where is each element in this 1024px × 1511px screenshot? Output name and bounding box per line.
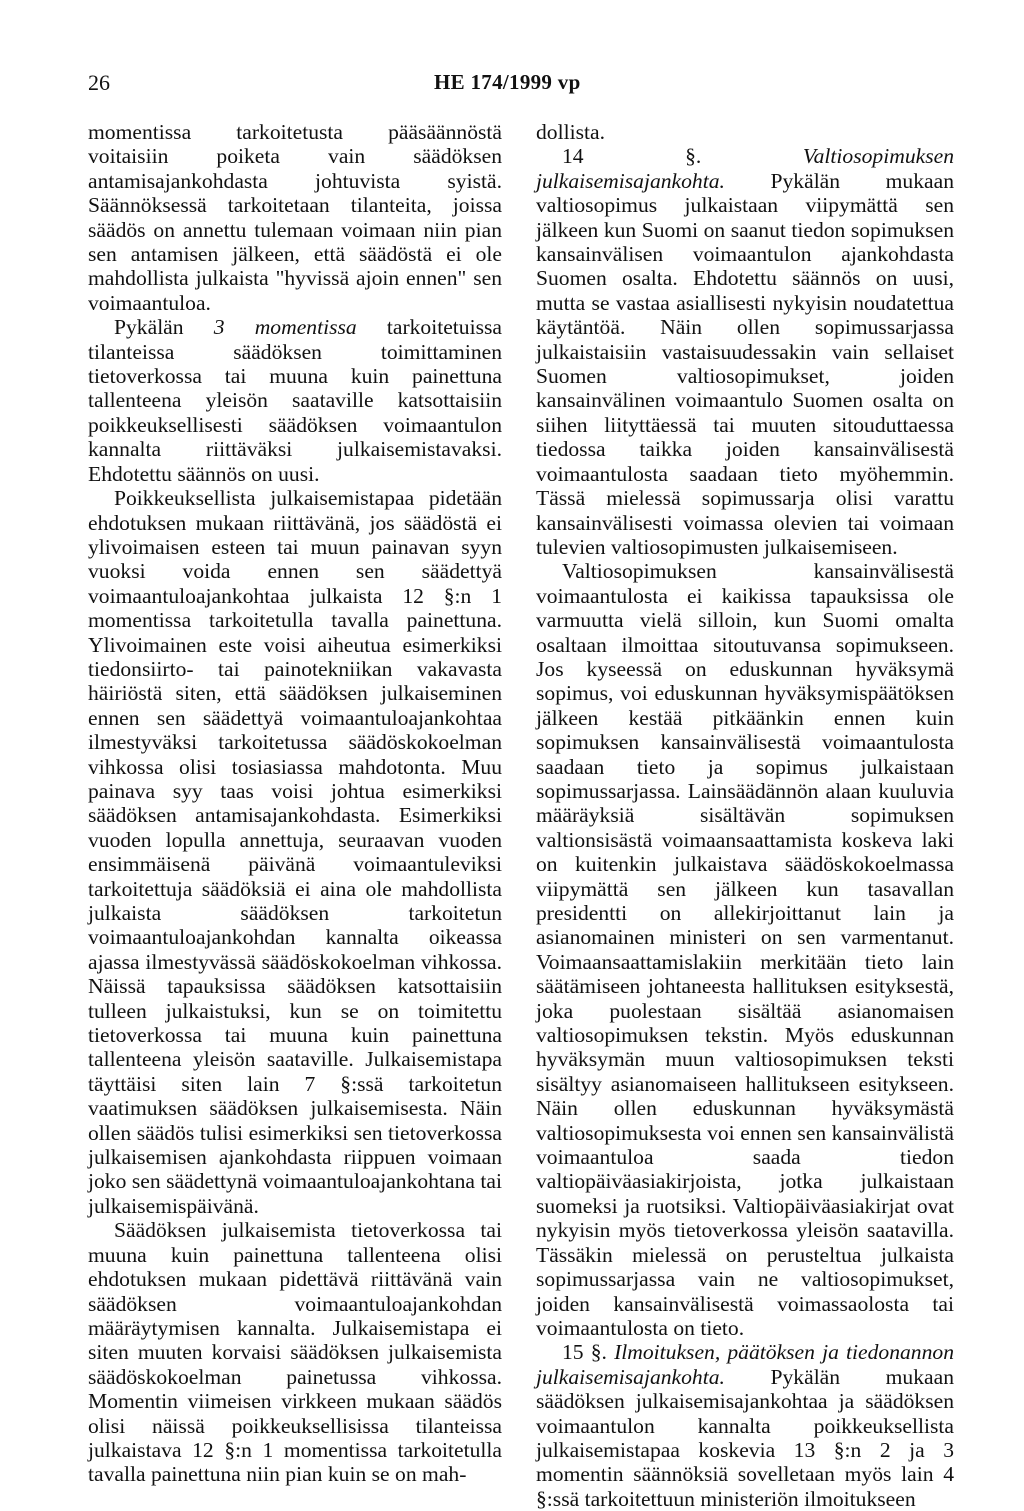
section-heading: Valtiosopimuksen julkaisemisajankohta. <box>536 144 954 193</box>
text-run: Pykälän mukaan säädöksen julkaisemisajankohtaa ja säädöksen voimaantulon kannalta poikkeuksellista julkaisemistapaa koskevia 13 §:n 2 ja 3 momentin säännöksiä sovelletaan myös lain 4 §:ssä tarkoitettuun ministeriön ilmoitukseen <box>536 1364 954 1511</box>
section-number: 15 §. <box>562 1340 615 1365</box>
paragraph: Säädöksen julkaisemista tietoverkossa tai muuna kuin painettuna tallenteena olisi ehdotuksen mukaan pidettävä riittävänä vain säädöksen voimaantuloajankohdan määräytymisen kannalta. Julkaisemistapa ei siten muuten korvaisi säädöksen julkaisemista säädöskokoelman painetussa vihkossa. Momentin viimeisen virkkeen mukaan säädös olisi näissä poikkeuksellisissa tilanteissa julkaistava 12 §:n 1 momentissa tarkoitetulla tavalla painettuna niin pian kuin se on mah- <box>88 1218 502 1487</box>
paragraph <box>88 315 502 486</box>
text-run: tarkoitetuissa tilanteissa säädöksen toimittaminen tietoverkossa tai muuna kuin painettuna tallenteena yleisön saataville katsottaisiin poikkeuksellisesti säädöksen voimaantulon kannalta riittäväksi julkaisemistavaksi. Ehdotettu säännös on uusi. <box>88 315 502 486</box>
section-paragraph <box>536 144 954 559</box>
document-id: HE 174/1999 vp <box>434 70 581 94</box>
section-heading: Ilmoituksen, päätöksen ja tiedonannon julkaisemisajankohta. <box>536 1340 954 1389</box>
italic-term: 3 momentissa <box>213 315 357 340</box>
paragraph: momentissa tarkoitetusta pääsäännöstä voitaisiin poiketa vain säädöksen antamisajankohdasta johtuvista syistä. Säännöksessä tarkoitetaan tilanteita, joissa säädös on annettu tulemaan voimaan niin pian sen antamisen jälkeen, että säädöstä ei ole mahdollista julkaista "hyvissä ajoin ennen" sen voimaantuloa. <box>88 120 502 315</box>
page-header <box>88 70 988 106</box>
paragraph: Poikkeuksellista julkaisemistapaa pidetään ehdotuksen mukaan riittävänä, jos säädöstä ei ylivoimaisen esteen tai muun painavan syyn vuoksi voida ennen sen säädettyä voimaantuloajankohtaa julkaista 12 §:n 1 momentissa tarkoitetulla tavalla painettuna. Ylivoimainen este voisi aiheutua esimerkiksi tiedonsiirto- tai painotekniikan vakavasta häiriöstä siten, että säädöksen julkaiseminen ennen sen säädettyä voimaantuloajankohtaa ilmestyväksi tarkoitetussa säädöskokoelman vihkossa olisi tosiasiassa mahdotonta. Muu painava syy taas voisi johtua esimerkiksi säädöksen antamisajankohdasta. Esimerkiksi vuoden lopulla annettuja, seuraavan vuoden ensimmäisenä päivänä voimaantuleviksi tarkoitettuja säädöksiä ei aina ole mahdollista julkaista säädöksen tarkoitetun voimaantuloajankohdan kannalta oikeassa ajassa ilmestyvässä säädöskokoelman vihkossa. Näissä tapauksissa säädöksen katsottaisiin tulleen julkaistuksi, kun se on toimitettu tietoverkossa tai muuna kuin painettuna tallenteena yleisön saataville. Julkaisemistapa täyttäisi siten lain 7 §:ssä tarkoitetun vaatimuksen säädöksen julkaisemisesta. Näin ollen säädös tulisi esimerkiksi sen tietoverkossa julkaisemisen ajankohdasta riippuen voimaan joko sen säädettynä voimaantuloajankohtana tai julkaisemispäivänä. <box>88 486 502 1218</box>
right-column <box>536 120 954 1511</box>
section-number: 14 §. <box>562 144 803 169</box>
paragraph: dollista. <box>536 120 605 144</box>
left-column <box>88 120 502 1487</box>
page-number: 26 <box>88 70 110 95</box>
paragraph: Valtiosopimuksen kansainvälisestä voimaantulosta ei kaikissa tapauksissa ole varmuutta vielä silloin, kun Suomi omalta osaltaan ilmoittaa sitoutuvansa sopimukseen. Jos kyseessä on eduskunnan hyväksymä sopimus, voi eduskunnan hyväksymispäätöksen jälkeen kestää pitkäänkin ennen kuin sopimuksen kansainvälisestä voimaantulosta saadaan tieto ja sopimus julkaistaan sopimussarjassa. Lainsäädännön alaan kuuluvia määräyksiä sisältävän sopimuksen valtionsisästä voimaansaattamista koskeva laki on kuitenkin julkaistava säädöskokoelmassa viipymättä sen jälkeen kun tasavallan presidentti on allekirjoittanut lain ja asianomainen ministeri on sen varmentanut. Voimaansaattamislakiin merkitään tieto lain säätämiseen johtaneesta hallituksen esityksestä, joka puolestaan sisältää asianomaisen valtiosopimuksen tekstin. Myös eduskunnan hyväksymän muun valtiosopimuksen teksti sisältyy asianomaiseen hallitukseen esitykseen. Näin ollen eduskunnan hyväksymästä valtiosopimuksesta voi ennen sen kansainvälistä voimaantuloa saada tiedon valtiopäiväasiakirjoista, jotka julkaistaan suomeksi ja ruotsiksi. Valtiopäiväasiakirjat ovat nykyisin myös tietoverkossa yleisön saatavilla. Tässäkin mielessä on perusteltua julkaista sopimussarjassa vain ne valtiosopimukset, joiden kansainvälisestä voimassaolosta tai voimaantulosta on tieto. <box>536 559 954 1340</box>
section-paragraph <box>536 1340 954 1511</box>
text-run: Pykälän <box>114 315 214 340</box>
text-run: Pykälän mukaan valtiosopimus julkaistaan viipymättä sen jälkeen kun Suomi on saanut tiedon sopimuksen kansainvälisen voimaantulon ajankohdasta Suomen osalta. Ehdotettu säännös on uusi, mutta se vastaa asiallisesti nykyisin noudatettua käytäntöä. Näin ollen sopimussarjassa julkaistaisiin vastaisuudessakin vain sellaiset Suomen valtiosopimukset, joiden kansainvälinen voimaantulo Suomen osalta on siihen liityttäessä tai muuten sitouduttaessa tiedossa taikka joiden kansainvälisestä voimaantulosta saadaan tieto myöhemmin. Tässä mielessä sopimussarja olisi varattu kansainvälisesti voimassa olevien tai voimaan tulevien valtiosopimusten julkaisemiseen. <box>536 168 954 559</box>
